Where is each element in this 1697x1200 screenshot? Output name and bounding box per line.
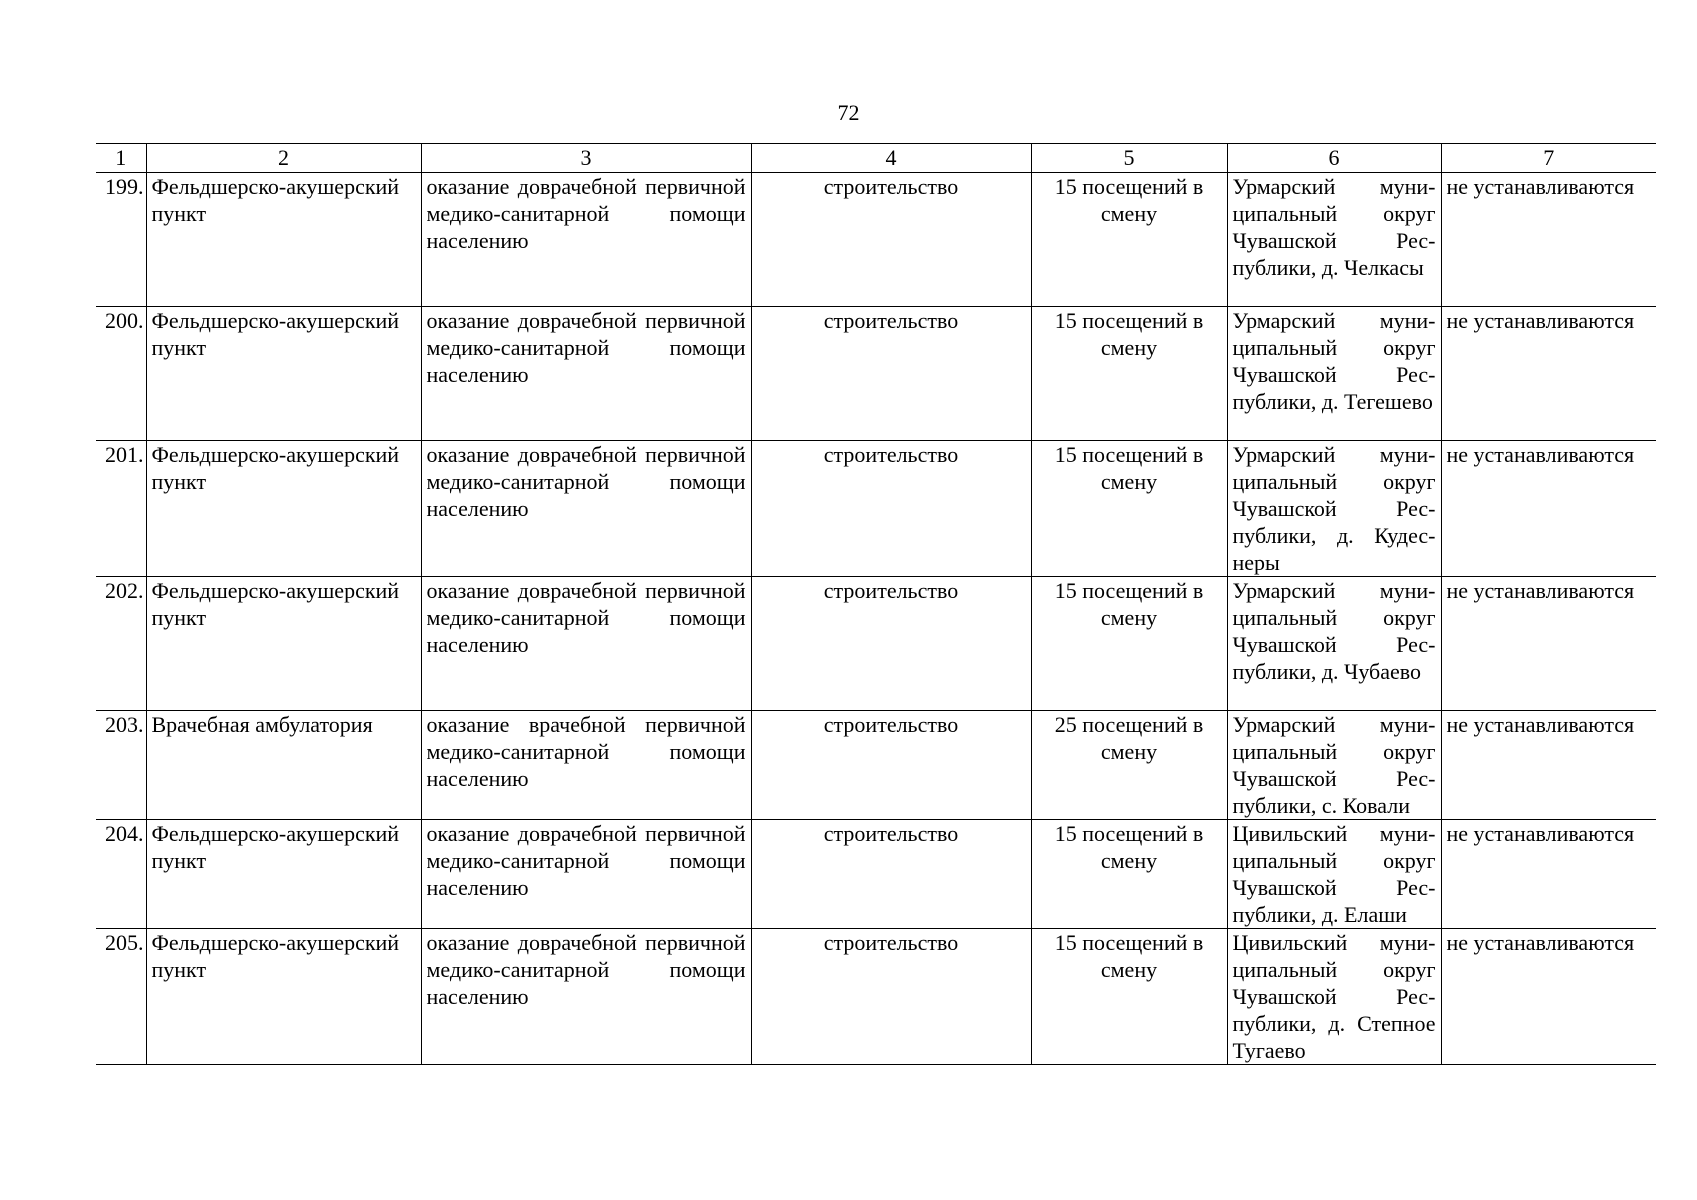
work-type: строительство: [751, 441, 1031, 577]
object-name: Врачебная амбулатория: [146, 711, 421, 820]
object-name: Фельдшерско-акушерский пункт: [146, 577, 421, 711]
row-number: 202.: [96, 577, 146, 711]
work-type: строительство: [751, 173, 1031, 307]
work-type: строительство: [751, 577, 1031, 711]
row-number: 200.: [96, 307, 146, 441]
object-location: Урмарский муниципальный округ Чувашской Республики, д. Челкасы: [1227, 173, 1441, 307]
zone-info: не устанавливаются: [1441, 929, 1656, 1065]
object-location: Цивильский муниципальный округ Чувашской Республики, д. Степное Тугаево: [1227, 929, 1441, 1065]
object-purpose: оказание врачебной первичной медико-санитарной помощи населению: [421, 711, 751, 820]
column-header: 3: [421, 144, 751, 173]
table-row: [96, 929, 1656, 1065]
object-name: Фельдшерско-акушерский пункт: [146, 173, 421, 307]
zone-info: не устанавливаются: [1441, 441, 1656, 577]
object-capacity: 15 посещений в смену: [1031, 173, 1227, 307]
column-header: 5: [1031, 144, 1227, 173]
object-purpose: оказание доврачебной первичной медико-санитарной помощи населению: [421, 577, 751, 711]
object-name: Фельдшерско-акушерский пункт: [146, 820, 421, 929]
work-type: строительство: [751, 711, 1031, 820]
row-number: 205.: [96, 929, 146, 1065]
zone-info: не устанавливаются: [1441, 173, 1656, 307]
object-purpose: оказание доврачебной первичной медико-санитарной помощи населению: [421, 820, 751, 929]
object-location: Цивильский муниципальный округ Чувашской Республики, д. Елаши: [1227, 820, 1441, 929]
zone-info: не устанавливаются: [1441, 711, 1656, 820]
object-name: Фельдшерско-акушерский пункт: [146, 441, 421, 577]
object-location: Урмарский муниципальный округ Чувашской Республики, д. Чубаево: [1227, 577, 1441, 711]
object-purpose: оказание доврачебной первичной медико-санитарной помощи населению: [421, 929, 751, 1065]
object-capacity: 15 посещений в смену: [1031, 441, 1227, 577]
object-capacity: 15 посещений в смену: [1031, 820, 1227, 929]
object-name: Фельдшерско-акушерский пункт: [146, 929, 421, 1065]
table-row: [96, 441, 1656, 577]
object-location: Урмарский муниципальный округ Чувашской Республики, д. Тегешево: [1227, 307, 1441, 441]
column-number-row: [96, 144, 1656, 173]
table-row: [96, 577, 1656, 711]
objects-table: [96, 143, 1656, 1065]
zone-info: не устанавливаются: [1441, 307, 1656, 441]
page-number: 72: [837, 100, 860, 125]
table-row: [96, 711, 1656, 820]
object-purpose: оказание доврачебной первичной медико-санитарной помощи населению: [421, 173, 751, 307]
row-number: 201.: [96, 441, 146, 577]
table-row: [96, 820, 1656, 929]
column-header: 6: [1227, 144, 1441, 173]
column-header: 1: [96, 144, 146, 173]
column-header: 2: [146, 144, 421, 173]
object-location: Урмарский муниципальный округ Чувашской Республики, с. Ковали: [1227, 711, 1441, 820]
object-capacity: 15 посещений в смену: [1031, 307, 1227, 441]
object-capacity: 15 посещений в смену: [1031, 929, 1227, 1065]
table-row: [96, 307, 1656, 441]
zone-info: не устанавливаются: [1441, 820, 1656, 929]
work-type: строительство: [751, 820, 1031, 929]
work-type: строительство: [751, 307, 1031, 441]
object-capacity: 25 посещений в смену: [1031, 711, 1227, 820]
row-number: 204.: [96, 820, 146, 929]
object-name: Фельдшерско-акушерский пункт: [146, 307, 421, 441]
object-capacity: 15 посещений в смену: [1031, 577, 1227, 711]
column-header: 4: [751, 144, 1031, 173]
zone-info: не устанавливаются: [1441, 577, 1656, 711]
work-type: строительство: [751, 929, 1031, 1065]
row-number: 199.: [96, 173, 146, 307]
object-purpose: оказание доврачебной первичной медико-санитарной помощи населению: [421, 307, 751, 441]
table-row: [96, 173, 1656, 307]
row-number: 203.: [96, 711, 146, 820]
object-location: Урмарский муниципальный округ Чувашской Республики, д. Кудеснеры: [1227, 441, 1441, 577]
object-purpose: оказание доврачебной первичной медико-санитарной помощи населению: [421, 441, 751, 577]
column-header: 7: [1441, 144, 1656, 173]
